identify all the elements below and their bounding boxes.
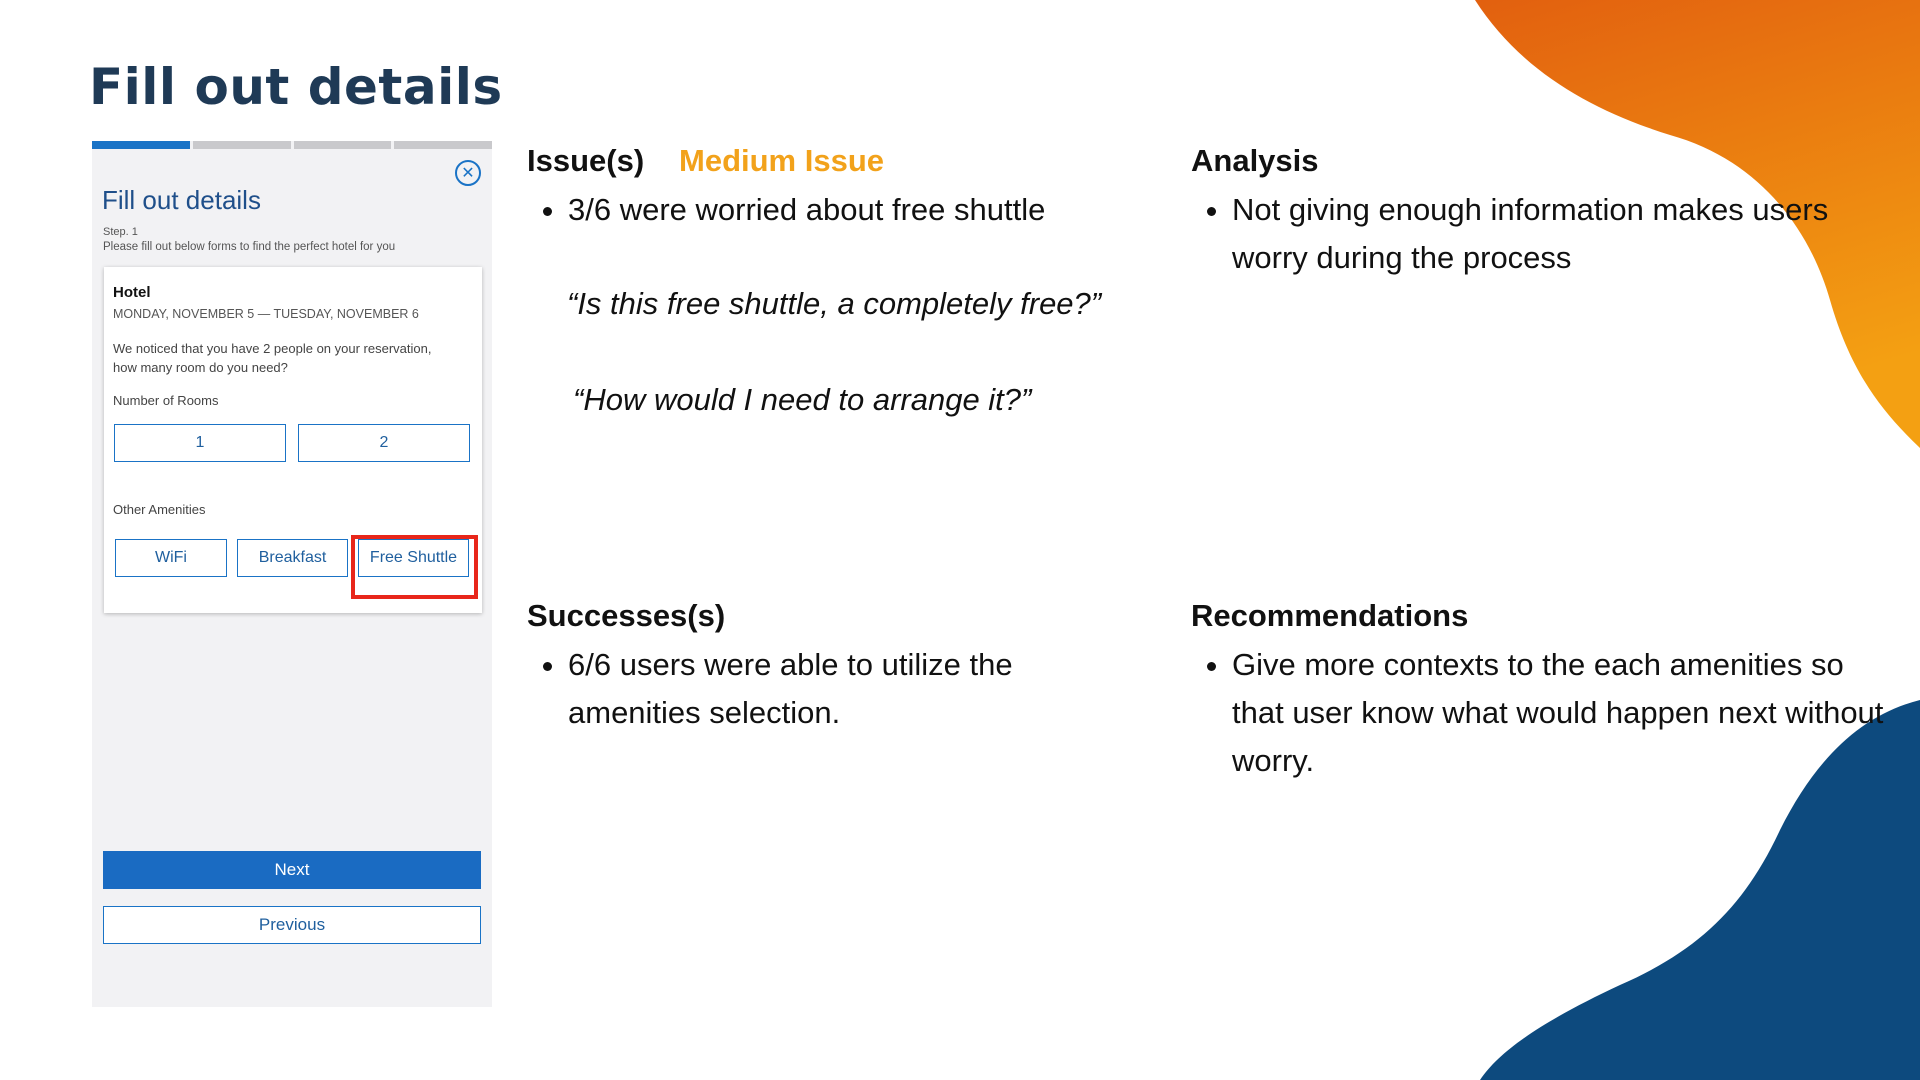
user-quote-2: “How would I need to arrange it?” [573, 382, 1032, 417]
recommendations-bullet: • Give more contexts to the each amenities so that user know what would happen next without worry. [1232, 641, 1892, 785]
progress-step-1 [92, 141, 190, 149]
phone-screenshot [92, 141, 492, 1007]
progress-step-3 [294, 141, 392, 149]
user-quote-1: “Is this free shuttle, a completely free?” [567, 286, 1102, 321]
successes-bullet: • 6/6 users were able to utilize the amenities selection. [568, 641, 1088, 737]
rooms-notice: We noticed that you have 2 people on your reservation, how many room do you need? [113, 341, 432, 375]
recommendations-heading: Recommendations [1191, 598, 1469, 633]
amenity-free-shuttle[interactable]: Free Shuttle [358, 539, 469, 577]
rooms-label: Number of Rooms [113, 393, 219, 408]
analysis-list [1191, 186, 1832, 282]
successes-list [527, 641, 1088, 737]
issues-heading: Issue(s) [527, 143, 645, 178]
phone-page-title: Fill out details [102, 185, 261, 215]
previous-button[interactable]: Previous [103, 906, 481, 944]
highlight-box [351, 535, 478, 599]
recommendations-list [1191, 641, 1892, 785]
step-label: Step. 1 [103, 226, 138, 238]
close-icon[interactable]: ✕ [455, 160, 481, 186]
amenities-label: Other Amenities [113, 502, 206, 517]
successes-heading: Successes(s) [527, 598, 726, 633]
step-description: Please fill out below forms to find the perfect hotel for you [103, 241, 396, 253]
progress-step-4 [394, 141, 492, 149]
progress-step-2 [193, 141, 291, 149]
stay-dates: MONDAY, NOVEMBER 5 — TUESDAY, NOVEMBER 6 [113, 307, 419, 321]
slide-title: Fill out details [89, 58, 503, 116]
amenity-breakfast[interactable]: Breakfast [237, 539, 348, 577]
hotel-heading: Hotel [113, 284, 151, 301]
hotel-card [104, 267, 482, 613]
issues-bullet: • 3/6 were worried about free shuttle [568, 186, 1128, 234]
room-option-1[interactable]: 1 [114, 424, 286, 462]
analysis-heading: Analysis [1191, 143, 1319, 178]
issues-list [527, 186, 1128, 234]
progress-bar [92, 141, 492, 149]
amenity-wifi[interactable]: WiFi [115, 539, 227, 577]
analysis-bullet: • Not giving enough information makes users worry during the process [1232, 186, 1832, 282]
next-button[interactable]: Next [103, 851, 481, 889]
severity-badge: Medium Issue [679, 143, 884, 178]
room-option-2[interactable]: 2 [298, 424, 470, 462]
